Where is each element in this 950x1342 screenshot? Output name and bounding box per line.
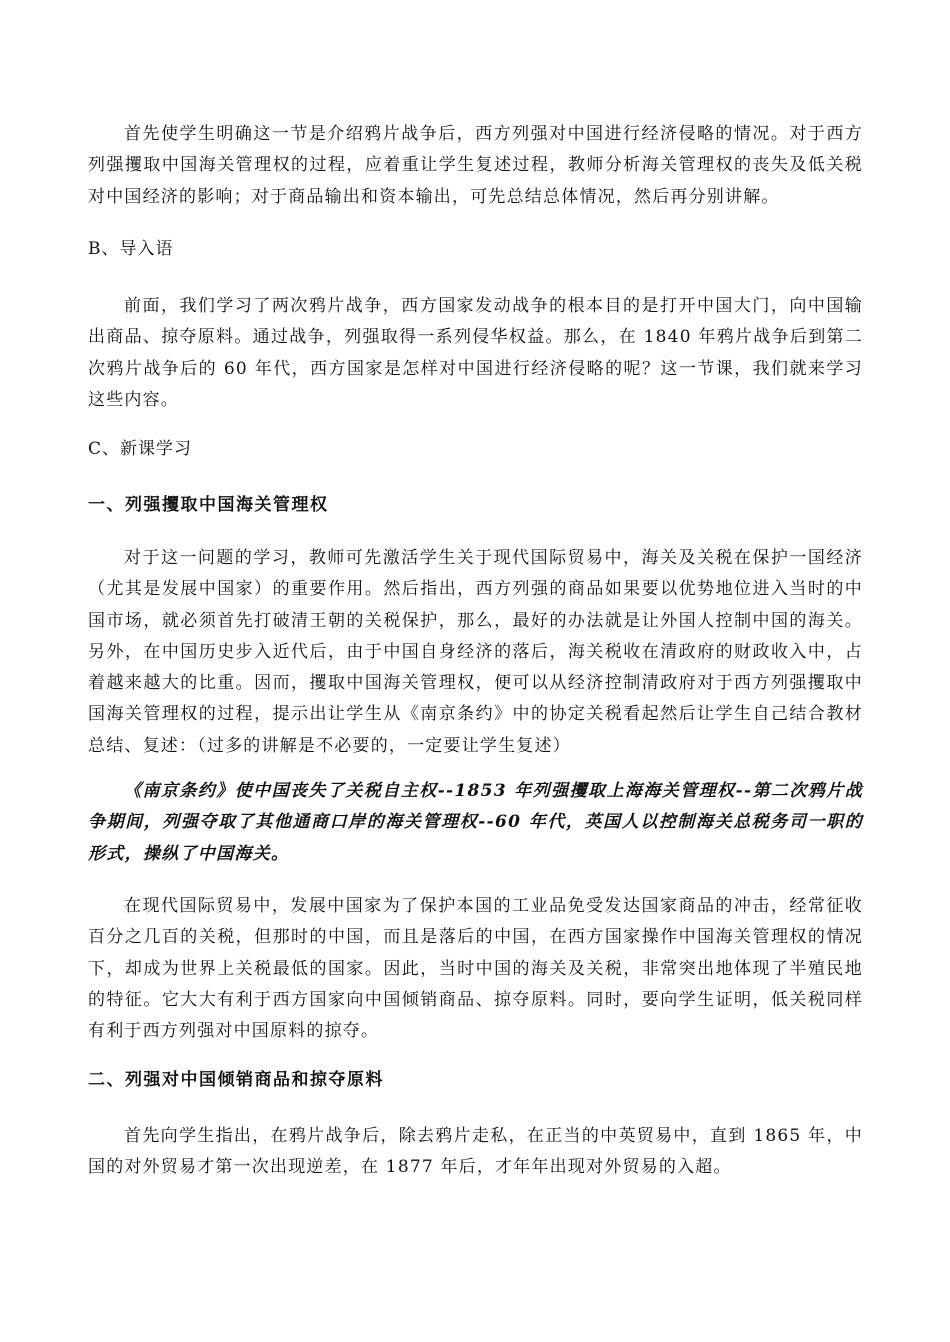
paragraph-intro: 首先使学生明确这一节是介绍鸦片战争后，西方列强对中国进行经济侵略的情况。对于西方列强攫取中国海关管理权的过程，应着重让学生复述过程，教师分析海关管理权的丧失及低关税对中国经济的影响；对于商品输出和资本输出，可先总结总体情况，然后再分别讲解。 [88,124,863,207]
subsection-heading-dumping: 二、列强对中国倾销商品和掠夺原料 [88,1070,384,1090]
section-heading-c: C、新课学习 [88,439,193,459]
paragraph-lead-in: 前面，我们学习了两次鸦片战争，西方国家发动战争的根本目的是打开中国大门，向中国输出商品、掠夺原料。通过战争，列强取得一系列侵华权益。那么，在 1840 年鸦片战争后到第二次鸦片战争后的 60 年代，西方国家是怎样对中国进行经济侵略的呢？这一节课，我们就来学习这些内容。 [88,296,863,410]
paragraph-treaty-timeline: 《南京条约》使中国丧失了关税自主权--1853 年列强攫取上海海关管理权--第二次鸦片战争期间，列强夺取了其他通商口岸的海关管理权--60 年代，英国人以控制海关总税务司一职的形式，操纵了中国海关。 [88,781,863,864]
paragraph-trade-history: 首先向学生指出，在鸦片战争后，除去鸦片走私，在正当的中英贸易中，直到 1865 年，中国的对外贸易才第一次出现逆差，在 1877 年后，才年年出现对外贸易的入超。 [88,1126,863,1178]
paragraph-customs-teaching: 对于这一问题的学习，教师可先激活学生关于现代国际贸易中，海关及关税在保护一国经济（尤其是发展中国家）的重要作用。然后指出，西方列强的商品如果要以优势地位进入当时的中国市场，就必须首先打破清王朝的关税保护，那么，最好的办法就是让外国人控制中国的海关。另外，在中国历史步入近代后，由于中国自身经济的落后，海关税收在清政府的财政收入中，占着越来越大的比重。因而，攫取中国海关管理权，便可以从经济控制清政府对于西方列强攫取中国海关管理权的过程，提示出让学生从《南京条约》中的协定关税看起然后让学生自己结合教材总结、复述：（过多的讲解是不必要的，一定要让学生复述） [88,548,863,756]
subsection-heading-customs: 一、列强攫取中国海关管理权 [88,495,329,515]
section-heading-b: B、导入语 [88,239,174,259]
paragraph-tariff-analysis: 在现代国际贸易中，发展中国家为了保护本国的工业品免受发达国家商品的冲击，经常征收百分之几百的关税，但那时的中国，而且是落后的中国，在西方国家操作中国海关管理权的情况下，却成为世界上关税最低的国家。因此，当时中国的海关及关税，非常突出地体现了半殖民地的特征。它大大有利于西方国家向中国倾销商品、掠夺原料。同时，要向学生证明，低关税同样有利于西方列强对中国原料的掠夺。 [88,896,863,1042]
